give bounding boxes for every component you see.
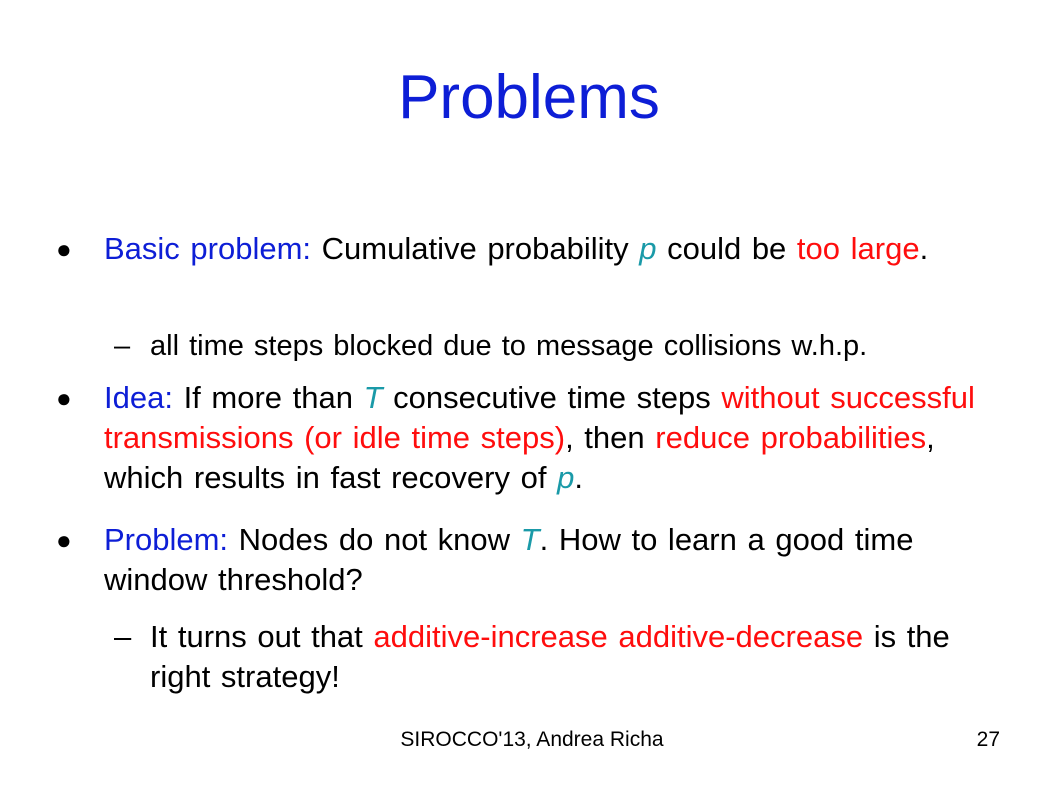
sub-bullet-collisions xyxy=(114,326,1010,366)
variable-p: p xyxy=(639,231,657,266)
bullet-text: . xyxy=(919,231,929,266)
variable-p: p xyxy=(557,460,575,495)
highlight-text: without successful transmissions (or idle time steps) xyxy=(104,380,975,455)
bullet-text: consecutive time steps xyxy=(382,380,722,415)
footer-text: SIROCCO'13, Andrea Richa xyxy=(400,728,664,751)
dash-icon: – xyxy=(114,619,132,654)
slide-title: Problems xyxy=(398,63,660,132)
variable-t: T xyxy=(520,522,540,557)
sub-bullet-text: It turns out that xyxy=(150,619,374,654)
bullet-basic-problem xyxy=(56,229,999,269)
variable-t: T xyxy=(363,380,383,415)
bullet-text: , which results in fast recovery of xyxy=(104,420,935,495)
bullet-text: . xyxy=(574,460,583,495)
highlight-text: reduce probabilities xyxy=(655,420,927,455)
bullet-text: . How to learn a good time window threshold? xyxy=(104,522,914,597)
bullet-text: If more than xyxy=(172,380,364,415)
bullet-text: Nodes do not know xyxy=(228,522,521,557)
bullet-idea xyxy=(56,378,999,498)
sub-bullet-strategy xyxy=(114,617,1010,697)
bullet-label: Problem: xyxy=(104,522,229,557)
dash-icon: – xyxy=(114,330,131,362)
bullet-label: Basic problem: xyxy=(104,231,312,266)
bullet-text: Cumulative probability xyxy=(311,231,640,266)
bullet-problem xyxy=(56,520,999,600)
bullet-text: could be xyxy=(656,231,797,266)
bullet-dot-icon: ● xyxy=(56,234,72,264)
bullet-text: , then xyxy=(565,420,656,455)
highlight-text: additive-increase additive-decrease xyxy=(373,619,864,654)
bullet-dot-icon: ● xyxy=(56,525,72,555)
sub-bullet-text: all time steps blocked due to message collisions w.h.p. xyxy=(150,330,868,362)
sub-bullet-text: is the right strategy! xyxy=(150,619,950,694)
page-number: 27 xyxy=(976,728,1000,751)
bullet-label: Idea: xyxy=(104,380,173,415)
bullet-dot-icon: ● xyxy=(56,383,72,413)
highlight-text: too large xyxy=(796,231,920,266)
